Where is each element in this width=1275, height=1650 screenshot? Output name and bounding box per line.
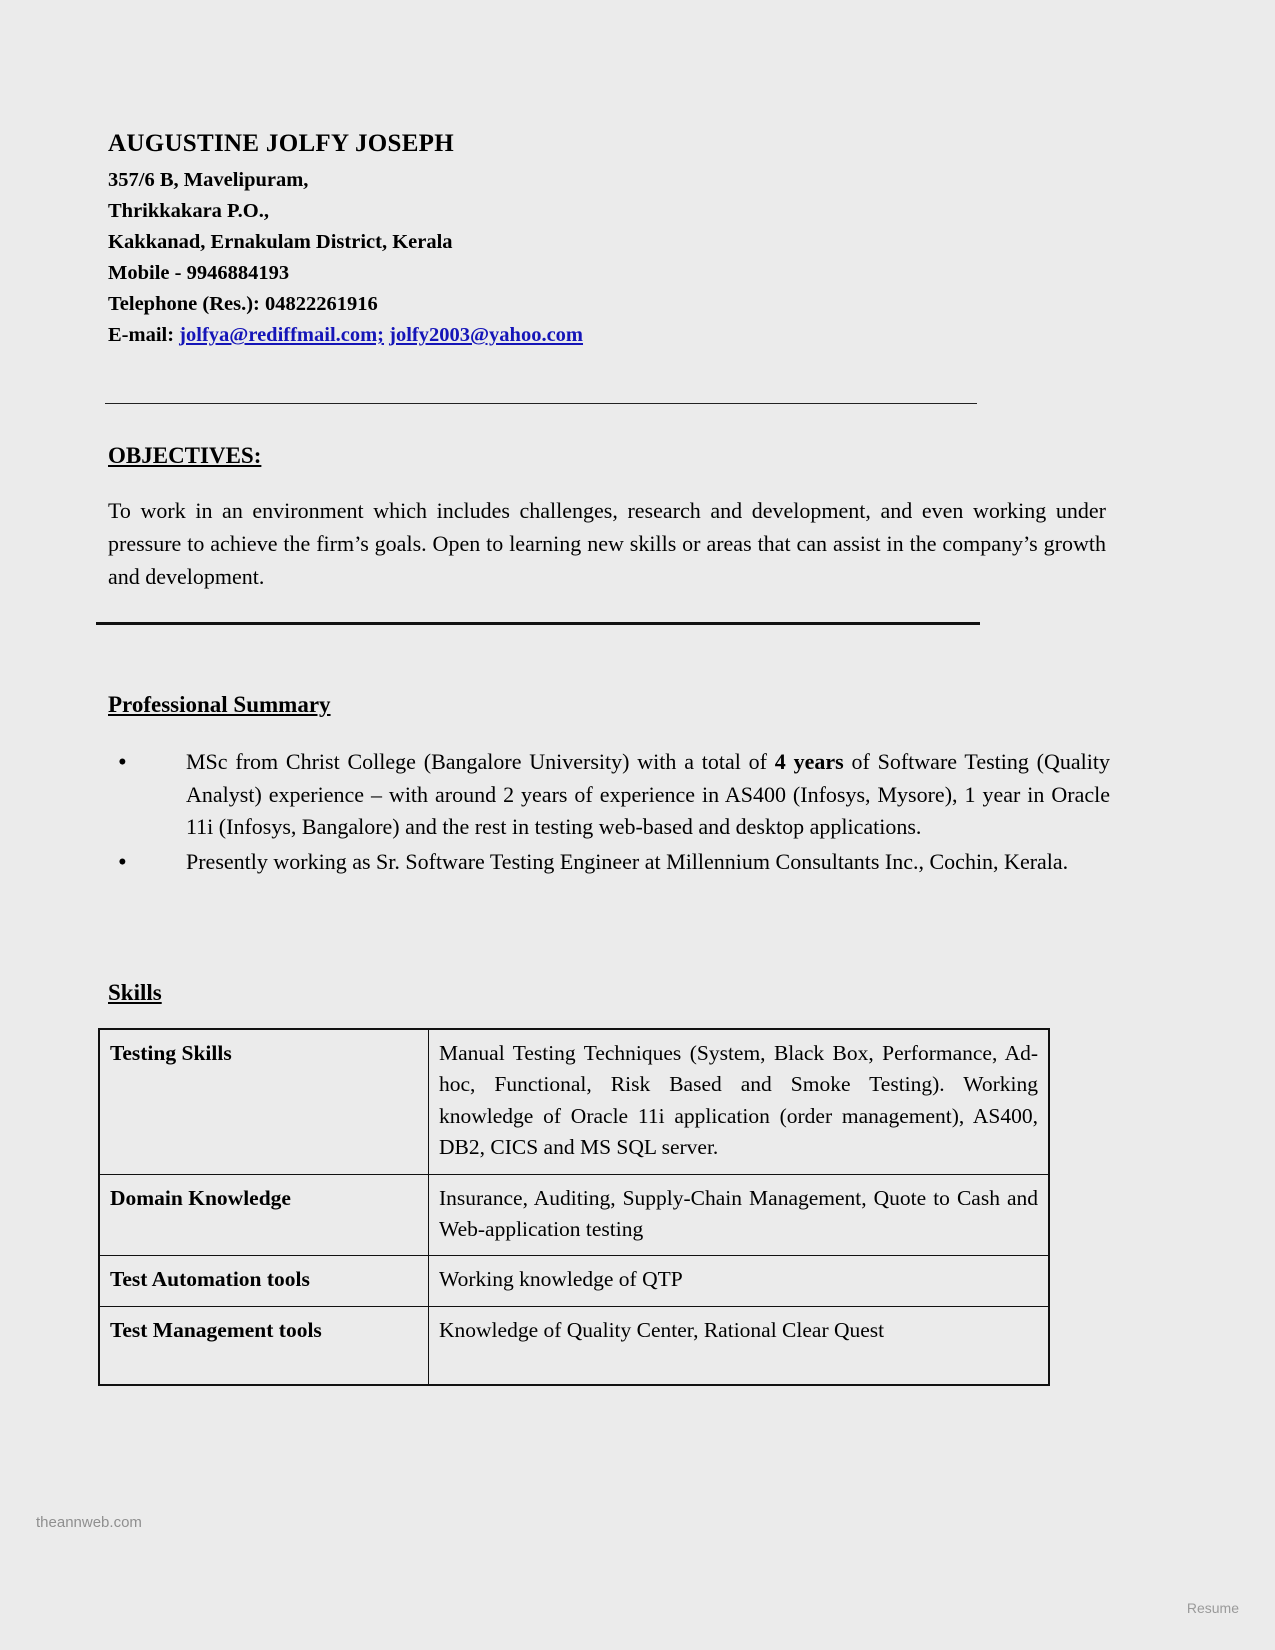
table-row: [99, 1256, 1049, 1306]
candidate-name: AUGUSTINE JOLFY JOSEPH: [108, 130, 455, 157]
professional-summary-heading: Professional Summary: [108, 692, 331, 717]
skills-row-value: Insurance, Auditing, Supply-Chain Management, Quote to Cash and Web-application testing: [429, 1174, 1050, 1256]
address-line-3: Kakkanad, Ernakulam District, Kerala: [108, 231, 453, 254]
divider-under-header: [105, 403, 977, 404]
skills-table: [98, 1028, 1050, 1386]
skills-row-key: Test Automation tools: [99, 1256, 429, 1306]
skills-row-key: Testing Skills: [99, 1029, 429, 1174]
mobile-line: Mobile - 9946884193: [108, 262, 290, 285]
skills-heading: Skills: [108, 980, 162, 1005]
address-line-2: Thrikkakara P.O.,: [108, 200, 270, 223]
objectives-text: To work in an environment which includes challenges, research and development, and even working under pressure to achieve the firm’s goals. Open to learning new skills or areas that can assist in the company’s growth and development.: [108, 498, 1106, 589]
email-link-primary[interactable]: jolfya@rediffmail.com;: [179, 324, 385, 347]
list-item: [108, 746, 1110, 844]
email-line: [108, 322, 1110, 349]
objectives-heading: OBJECTIVES:: [108, 443, 262, 468]
table-row: [99, 1306, 1049, 1385]
skills-row-key: Test Management tools: [99, 1306, 429, 1385]
table-row: [99, 1029, 1049, 1174]
email-label: E-mail:: [108, 324, 175, 347]
watermark-site: theannweb.com: [36, 1514, 142, 1531]
skills-row-value: Working knowledge of QTP: [429, 1256, 1050, 1306]
bullet-text-bold: 4 years: [774, 749, 844, 774]
telephone-line: Telephone (Res.): 04822261916: [108, 293, 378, 316]
objectives-section: [108, 443, 1110, 593]
watermark-label: Resume: [1186, 1600, 1239, 1616]
skills-row-value: Manual Testing Techniques (System, Black Box, Performance, Ad-hoc, Functional, Risk Based and Smoke Testing). Working knowledge of Oracle 11i application (order management), AS400, DB2, CICS and MS SQL server.: [429, 1029, 1050, 1174]
professional-summary-list: [108, 746, 1110, 878]
bullet-text-pre: MSc from Christ College (Bangalore University) with a total of: [186, 749, 775, 774]
list-item: [108, 846, 1110, 879]
skills-section: [108, 980, 1110, 1386]
address-line-1: 357/6 B, Mavelipuram,: [108, 169, 309, 191]
professional-summary-section: [108, 692, 1110, 880]
skills-row-key: Domain Knowledge: [99, 1174, 429, 1256]
resume-document: [100, 130, 1110, 349]
contact-header: [100, 130, 1110, 349]
email-link-secondary[interactable]: jolfy2003@yahoo.com: [389, 324, 584, 347]
skills-row-value: Knowledge of Quality Center, Rational Clear Quest: [429, 1306, 1050, 1385]
table-row: [99, 1174, 1049, 1256]
bullet-text-pre: Presently working as Sr. Software Testing Engineer at Millennium Consultants Inc., Cochin, Kerala.: [186, 848, 1069, 874]
bullet-text-post: of Software Testing (Quality Analyst) experience – with around 2 years of experience in AS400 (Infosys, Mysore), 1 year in Oracle 11i (Infosys, Bangalore) and the rest in testing web-based and desktop applications.: [186, 749, 1111, 840]
divider-under-objectives: [96, 622, 980, 625]
